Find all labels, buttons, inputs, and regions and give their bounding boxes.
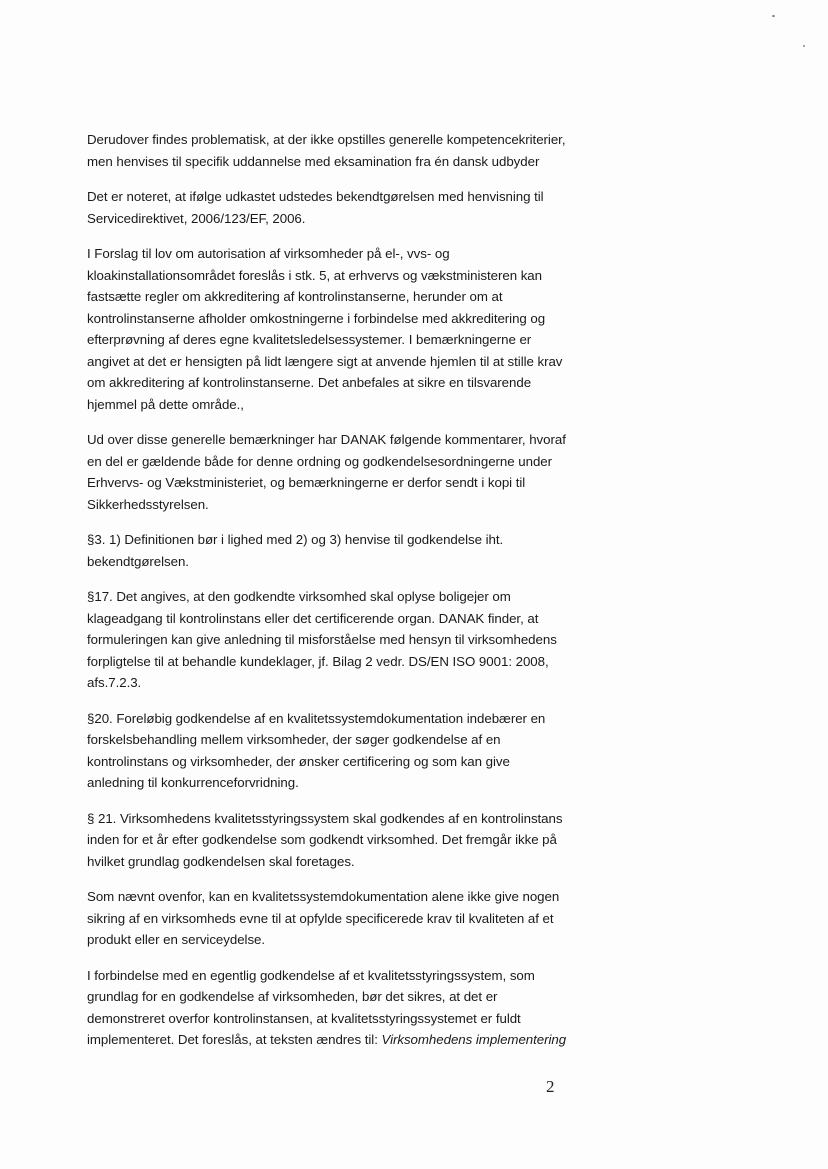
paragraph-last	[87, 965, 567, 1051]
paragraph: §17. Det angives, at den godkendte virksomhed skal oplyse boligejer om klageadgang til kontrolinstans eller det certificerende organ. DANAK finder, at formuleringen kan give anledning til misforståelse med hensyn til virksomhedens forpligtelse til at behandle kundeklager, jf. Bilag 2 vedr. DS/EN ISO 9001: 2008, afs.7.2.3.	[87, 589, 557, 690]
paragraph-last-text: I forbindelse med en egentlig godkendelse af et kvalitetsstyringssystem, som grundlag for en godkendelse af virksomheden, bør det sikres, at det er demonstreret overfor kontrolinstansen, at kvalitetsstyringssystemet er fuldt implementeret. Det foreslås, at teksten ændres til:	[87, 967, 535, 1047]
paragraph: Det er noteret, at ifølge udkastet udstedes bekendtgørelsen med henvisning til Servicedirektivet, 2006/123/EF, 2006.	[87, 189, 544, 226]
paragraph: §3. 1) Definitionen bør i lighed med 2) og 3) henvise til godkendelse iht. bekendtgørelsen.	[87, 532, 504, 569]
paragraph: Som nævnt ovenfor, kan en kvalitetssystemdokumentation alene ikke give nogen sikring af en virksomheds evne til at opfylde specificerede krav til kvaliteten af et produkt eller en serviceydelse.	[87, 889, 560, 947]
paragraph: Derudover findes problematisk, at der ikke opstilles generelle kompetencekriterier, men henvises til specifik uddannelse med eksamination fra én dansk udbyder	[87, 132, 566, 169]
paragraph: § 21. Virksomhedens kvalitetsstyringssystem skal godkendes af en kontrolinstans inden for et år efter godkendelse som godkendt virksomhed. Det fremgår ikke på hvilket grundlag godkendelsen skal foretages.	[87, 810, 563, 869]
paragraph: §20. Foreløbig godkendelse af en kvalitetssystemdokumentation indebærer en forskelsbehandling mellem virksomheder, der søger godkendelse af en kontrolinstans og virksomheder, der ønsker certificering og som kan give anledning til konkurrenceforvridning.	[87, 710, 546, 790]
scan-speck	[772, 15, 775, 17]
document-body	[87, 129, 567, 1065]
scan-speck	[803, 45, 805, 47]
paragraph: Ud over disse generelle bemærkninger har DANAK følgende kommentarer, hvoraf en del er gældende både for denne ordning og godkendelsesordningerne under Erhvervs- og Vækstministeriet, og bemærkningerne er derfor sendt i kopi til Sikkerhedsstyrelsen.	[87, 432, 566, 512]
paragraph-last-italic: Virksomhedens implementering	[381, 1032, 567, 1047]
page-number: 2	[546, 1077, 555, 1096]
paragraph: I Forslag til lov om autorisation af virksomheder på el-, vvs- og kloakinstallationsområdet foreslås i stk. 5, at erhvervs og vækstministeren kan fastsætte regler om akkreditering af kontrolinstanserne, herunder om at kontrolinstanserne afholder omkostningerne i forbindelse med akkreditering og efterprøvning af deres egne kvalitetsledelsessystemer. I bemærkningerne er angivet at det er hensigten på lidt længere sigt at anvende hjemlen til at stille krav om akkreditering af kontrolinstanserne. Det anbefales at sikre en tilsvarende hjemmel på dette område.,	[87, 246, 563, 412]
